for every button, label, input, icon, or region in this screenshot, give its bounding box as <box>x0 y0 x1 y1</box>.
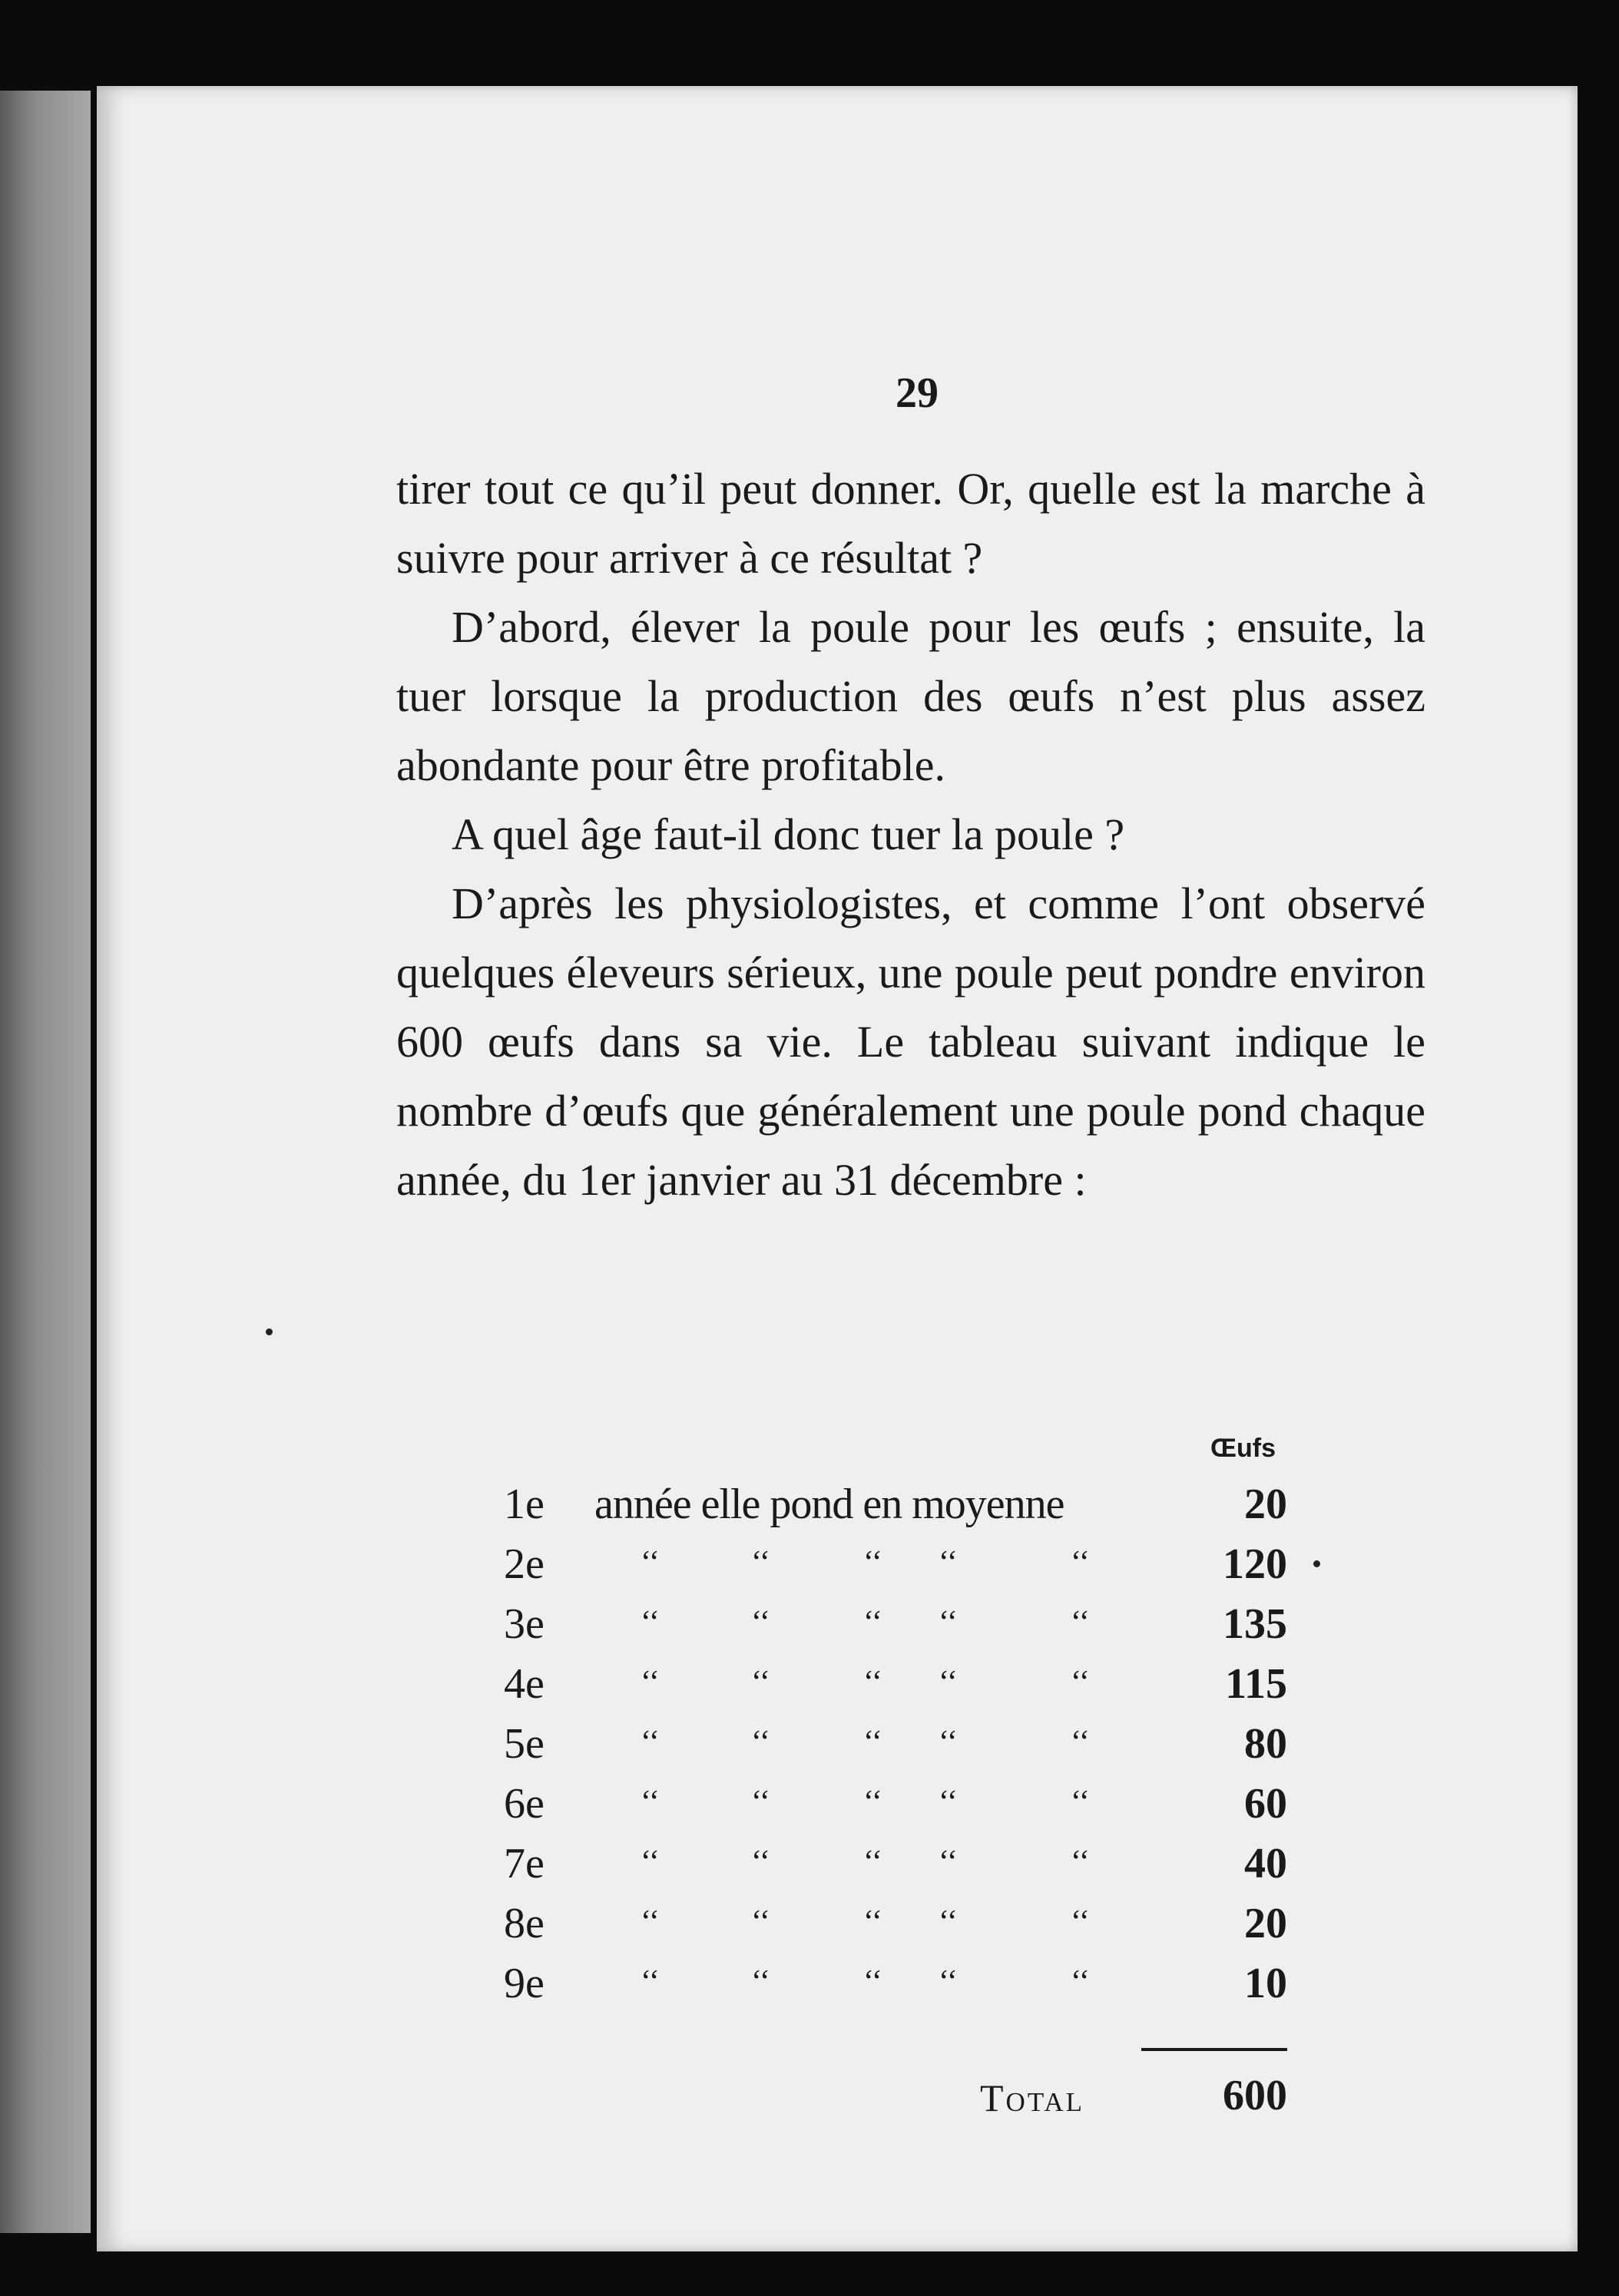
table-row <box>504 1540 1287 1600</box>
body-text <box>396 455 1425 1215</box>
table-row <box>504 1839 1287 1899</box>
book-page <box>97 86 1578 2251</box>
paragraph-3: A quel âge faut-il donc tuer la poule ? <box>452 809 1125 859</box>
total-value: 600 <box>1223 2072 1287 2119</box>
ditto-mark: ‘‘ <box>1071 1545 1090 1580</box>
ditto-mark: ‘‘ <box>641 1964 660 2000</box>
row-eggs-value: 40 <box>1244 1840 1287 1887</box>
ditto-mark: ‘‘ <box>863 1545 882 1580</box>
ditto-mark: ‘‘ <box>641 1785 660 1820</box>
ditto-mark: ‘‘ <box>751 1665 770 1700</box>
ditto-mark: ‘‘ <box>863 1904 882 1940</box>
ditto-mark: ‘‘ <box>751 1725 770 1760</box>
ditto-mark: ‘‘ <box>641 1665 660 1700</box>
table-row <box>504 1600 1287 1659</box>
row-eggs-value: 20 <box>1244 1900 1287 1947</box>
ditto-mark: ‘‘ <box>863 1964 882 2000</box>
table-row <box>504 1719 1287 1779</box>
row-ordinal: 6e <box>504 1780 545 1828</box>
row-eggs-value: 135 <box>1223 1600 1287 1648</box>
row-ordinal: 2e <box>504 1540 545 1588</box>
previous-page-edge <box>0 91 91 2233</box>
ditto-mark: ‘‘ <box>641 1725 660 1760</box>
ditto-mark: ‘‘ <box>751 1904 770 1940</box>
ditto-mark: ‘‘ <box>1071 1904 1090 1940</box>
paper-speck <box>266 1328 273 1335</box>
ditto-mark: ‘‘ <box>1071 1844 1090 1880</box>
table-row <box>504 1480 1287 1540</box>
ditto-mark: ‘‘ <box>641 1605 660 1640</box>
row-ordinal: 9e <box>504 1960 545 2007</box>
row-ordinal: 3e <box>504 1600 545 1648</box>
ditto-mark: ‘‘ <box>939 1964 958 2000</box>
ditto-mark: ‘‘ <box>641 1844 660 1880</box>
ditto-mark: ‘‘ <box>1071 1785 1090 1820</box>
ditto-mark: ‘‘ <box>751 1964 770 2000</box>
paper-speck <box>1313 1560 1320 1567</box>
row-eggs-value: 115 <box>1225 1660 1287 1708</box>
table-row <box>504 1899 1287 1959</box>
ditto-mark: ‘‘ <box>751 1605 770 1640</box>
table-row <box>504 1779 1287 1839</box>
ditto-mark: ‘‘ <box>939 1665 958 1700</box>
row-eggs-value: 20 <box>1244 1480 1287 1528</box>
ditto-mark: ‘‘ <box>939 1844 958 1880</box>
row-eggs-value: 10 <box>1244 1960 1287 2007</box>
row-ordinal: 4e <box>504 1660 545 1708</box>
ditto-mark: ‘‘ <box>863 1605 882 1640</box>
paragraph-4: D’après les physiologistes, et comme l’ont observé quelques éleveurs sérieux, une poule peut pondre environ 600 œufs dans sa vie. Le tableau suivant indique le nombre d’œufs que généralement une poule pond chaque année, du 1er janvier au 31 décembre : <box>396 878 1425 1205</box>
ditto-mark: ‘‘ <box>939 1545 958 1580</box>
paragraph-1: tirer tout ce qu’il peut donner. Or, quelle est la marche à suivre pour arriver à ce résultat ? <box>396 464 1425 583</box>
row-ordinal: 8e <box>504 1900 545 1947</box>
ditto-mark: ‘‘ <box>863 1725 882 1760</box>
ditto-mark: ‘‘ <box>641 1904 660 1940</box>
row-phrase: année elle pond en moyenne <box>594 1480 1064 1528</box>
total-rule <box>1141 2048 1287 2051</box>
paragraph-2: D’abord, élever la poule pour les œufs ; ensuite, la tuer lorsque la production des œufs n’est plus assez abondante pour être profitable. <box>396 602 1425 790</box>
ditto-mark: ‘‘ <box>1071 1665 1090 1700</box>
table-row <box>504 1959 1287 2019</box>
ditto-mark: ‘‘ <box>1071 1725 1090 1760</box>
row-ordinal: 7e <box>504 1840 545 1887</box>
ditto-mark: ‘‘ <box>751 1844 770 1880</box>
ditto-mark: ‘‘ <box>751 1785 770 1820</box>
row-ordinal: 1e <box>504 1480 545 1528</box>
ditto-mark: ‘‘ <box>863 1665 882 1700</box>
row-eggs-value: 80 <box>1244 1720 1287 1768</box>
row-eggs-value: 120 <box>1223 1540 1287 1588</box>
table-row <box>504 1659 1287 1719</box>
ditto-mark: ‘‘ <box>1071 1964 1090 2000</box>
ditto-mark: ‘‘ <box>939 1725 958 1760</box>
ditto-mark: ‘‘ <box>1071 1605 1090 1640</box>
page-number: 29 <box>896 369 939 417</box>
ditto-mark: ‘‘ <box>939 1785 958 1820</box>
total-label: Total <box>980 2076 1085 2119</box>
ditto-mark: ‘‘ <box>641 1545 660 1580</box>
column-header-eggs: Œufs <box>1210 1434 1276 1463</box>
ditto-mark: ‘‘ <box>939 1904 958 1940</box>
ditto-mark: ‘‘ <box>863 1844 882 1880</box>
ditto-mark: ‘‘ <box>939 1605 958 1640</box>
row-ordinal: 5e <box>504 1720 545 1768</box>
row-eggs-value: 60 <box>1244 1780 1287 1828</box>
ditto-mark: ‘‘ <box>751 1545 770 1580</box>
ditto-mark: ‘‘ <box>863 1785 882 1820</box>
